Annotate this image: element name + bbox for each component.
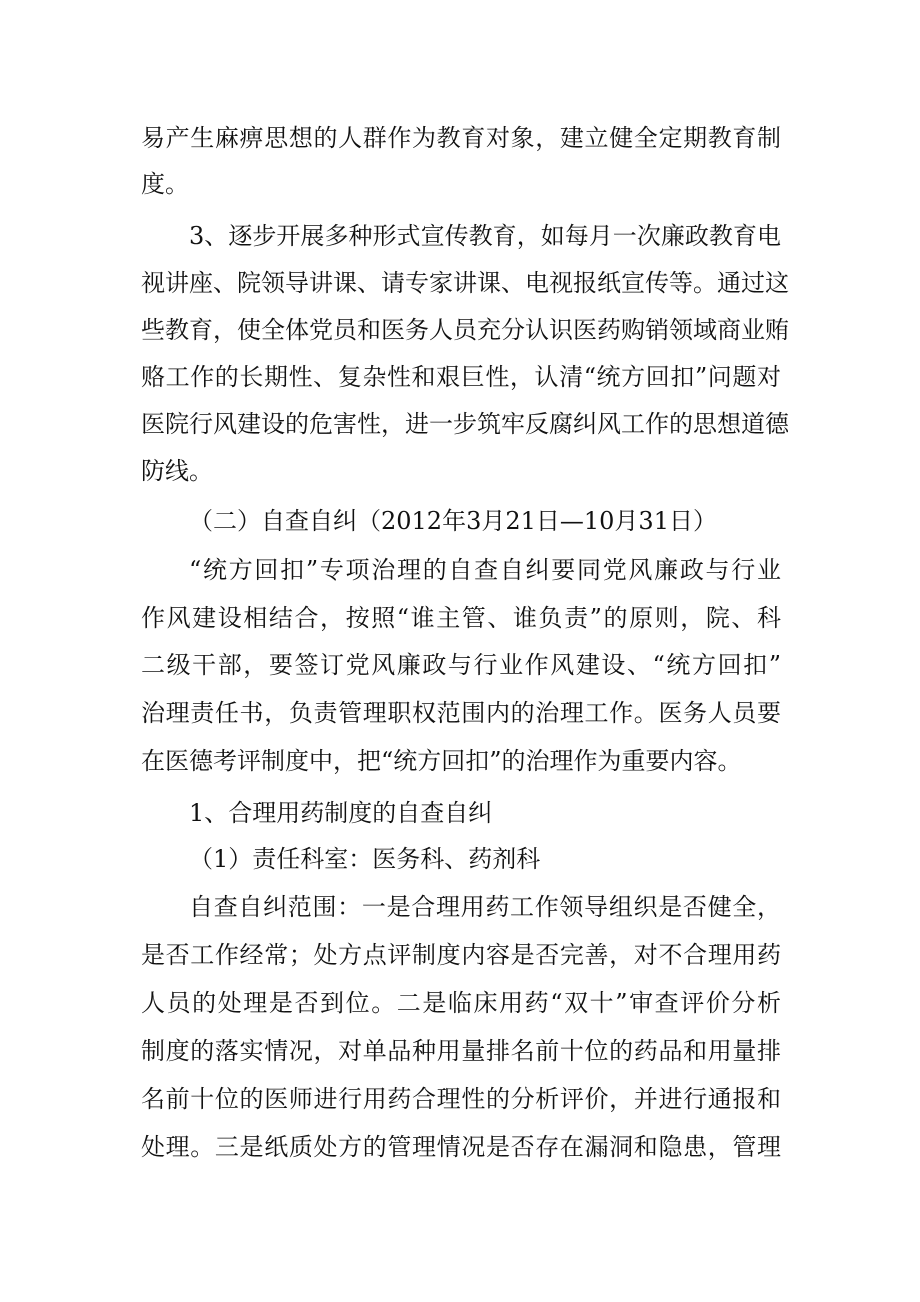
text-line: 自查自纠范围：一是合理用药工作领导组织是否健全， [189,893,781,921]
text-line: 些教育，使全体党员和医务人员充分认识医药购销领域商业贿 [141,316,789,344]
text-line: 3、逐步开展多种形式宣传教育，如每月一次廉政教育电 [189,222,781,250]
text-line: 防线。 [141,457,213,485]
text-line: 医院行风建设的危害性，进一步筑牢反腐纠风工作的思想道德 [141,410,789,438]
subsection-heading: 1、合理用药制度的自查自纠 [189,799,493,827]
text-line: 人员的处理是否到位。二是临床用药“双十”审查评价分析 [141,989,781,1017]
text-line: 治理责任书，负责管理职权范围内的治理工作。医务人员要 [141,699,781,727]
text-line: “统方回扣”专项治理的自查自纠要同党风廉政与行业 [189,556,781,584]
text-line: 名前十位的医师进行用药合理性的分析评价，并进行通报和 [141,1085,781,1113]
text-line: 度。 [141,170,189,198]
section-heading: （二）自查自纠（2012年3月21日—10月31日） [189,507,717,535]
responsible-dept-line: （1）责任科室：医务科、药剂科 [189,845,541,873]
text-line: 二级干部，要签订党风廉政与行业作风建设、“统方回扣” [141,651,781,679]
text-line: 作风建设相结合，按照“谁主管、谁负责”的原则，院、科 [141,604,781,632]
text-line: 制度的落实情况，对单品种用量排名前十位的药品和用量排 [141,1037,781,1065]
text-line: 是否工作经常；处方点评制度内容是否完善，对不合理用药 [141,941,781,969]
text-line: 处理。三是纸质处方的管理情况是否存在漏洞和隐患，管理 [141,1133,781,1161]
text-line: 视讲座、院领导讲课、请专家讲课、电视报纸宣传等。通过这 [141,269,789,297]
text-line: 易产生麻痹思想的人群作为教育对象，建立健全定期教育制 [141,124,781,152]
text-line: 赂工作的长期性、复杂性和艰巨性，认清“统方回扣”问题对 [141,363,781,391]
text-line: 在医德考评制度中，把“统方回扣”的治理作为重要内容。 [141,747,742,775]
